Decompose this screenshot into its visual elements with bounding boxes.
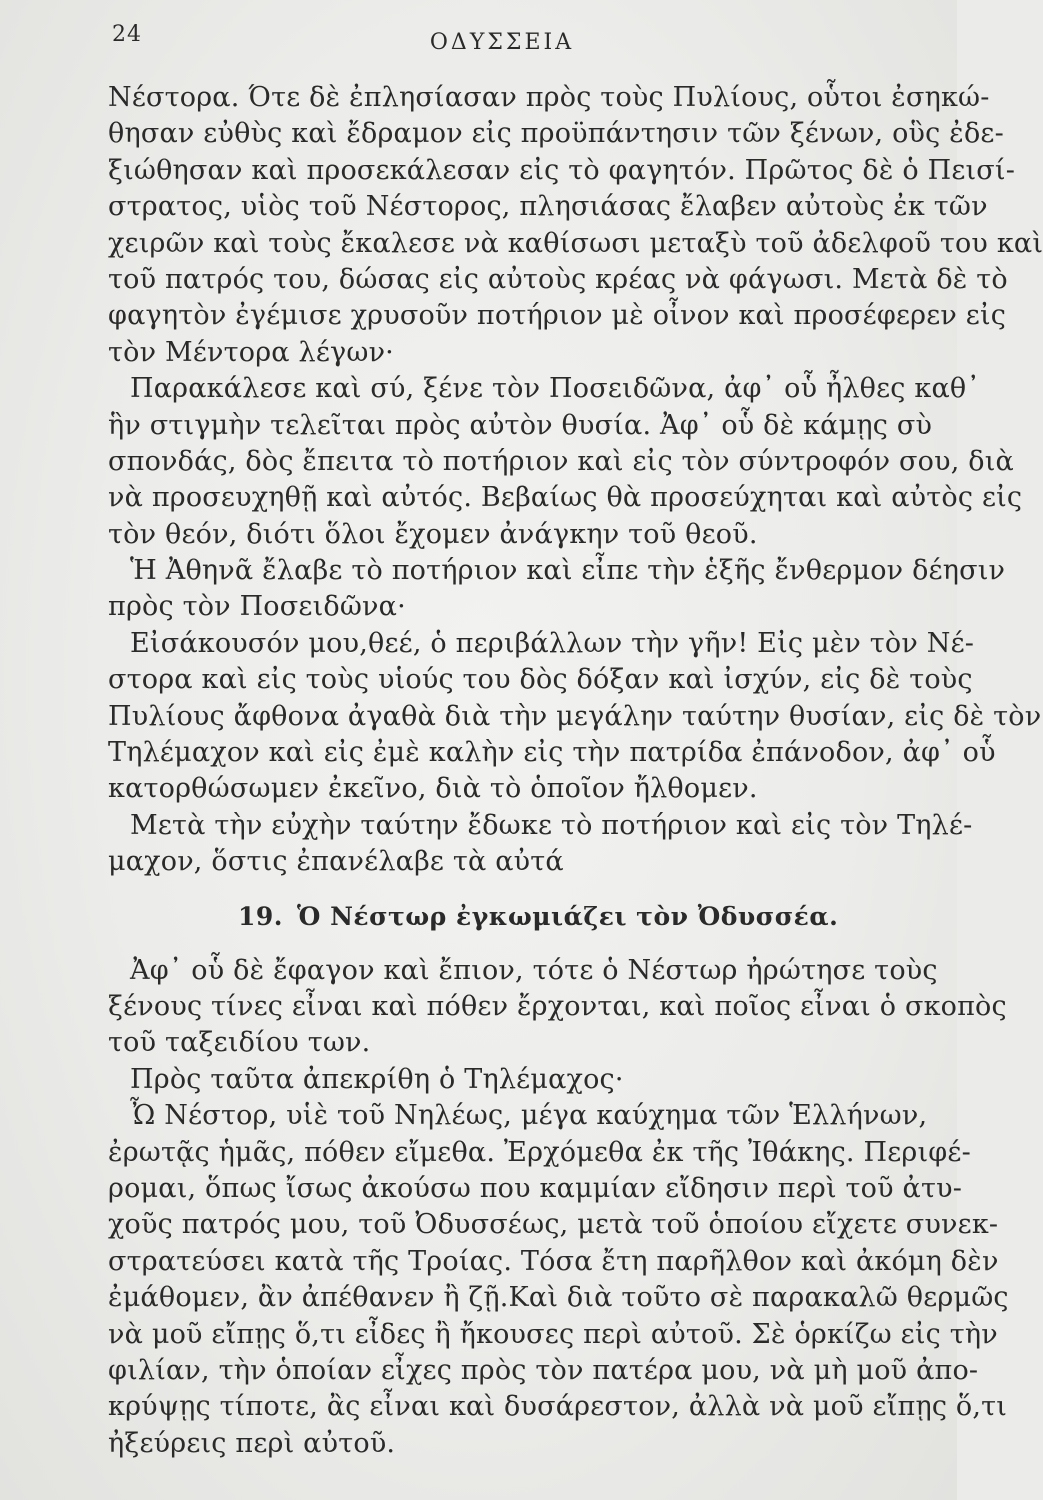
page-header [112, 22, 892, 62]
text-line: στρατος, υἱὸς τοῦ Νέστορος, πλησιάσας ἔλαβεν αὐτοὺς ἐκ τῶν [108, 191, 988, 223]
body-text [108, 80, 1043, 1462]
text-line: μαχον, ὅστις ἐπανέλαβε τὰ αὐτά [108, 846, 564, 878]
section-title: Ὁ Νέστωρ ἐγκωμιάζει τὸν Ὀδυσσέα. [297, 901, 839, 931]
paragraph [108, 371, 1023, 553]
page-number: 24 [112, 22, 142, 47]
running-title: ΟΔΥΣΣΕΙΑ [429, 30, 575, 55]
text-line: τὸν θεόν, διότι ὅλοι ἔχομεν ἀνάγκην τοῦ θεοῦ. [108, 518, 758, 550]
paragraph [108, 1098, 1009, 1462]
paragraph [108, 626, 1042, 808]
text-line: ρομαι, ὅπως ἴσως ἀκούσω που καμμίαν εἴδησιν περὶ τοῦ ἀτυ- [108, 1172, 963, 1204]
text-line: χειρῶν καὶ τοὺς ἔκαλεσε νὰ καθίσωσι μεταξὺ τοῦ ἀδελφοῦ του καὶ [108, 227, 1043, 259]
text-line: Ἀφ᾽ οὗ δὲ ἔφαγον καὶ ἔπιον, τότε ὁ Νέστωρ ἠρώτησε τοὺς [130, 954, 938, 986]
paragraph [108, 80, 1043, 371]
text-line: Μετὰ τὴν εὐχὴν ταύτην ἔδωκε τὸ ποτήριον καὶ εἰς τὸν Τηλέ- [130, 809, 973, 841]
text-line: Νέστορα. Ότε δὲ ἐπλησίασαν πρὸς τοὺς Πυλίους, οὗτοι ἐσηκώ- [108, 82, 990, 113]
text-line: Εἰσάκουσόν μου,θεέ, ὁ περιβάλλων τὴν γῆν! Εἰς μὲν τὸν Νέ- [130, 627, 975, 659]
text-line: Παρακάλεσε καὶ σύ, ξένε τὸν Ποσειδῶνα, ἀφ᾽ οὗ ἦλθες καθ᾽ [130, 373, 981, 405]
section-number: 19. [238, 901, 283, 931]
text-line: νὰ προσευχηθῇ καὶ αὐτός. Βεβαίως θὰ προσεύχηται καὶ αὐτὸς εἰς [108, 482, 1023, 514]
text-line: τοῦ πατρός του, δώσας εἰς αὐτοὺς κρέας νὰ φάγωσι. Μετὰ δὲ τὸ [108, 263, 1008, 295]
text-line: ἣν στιγμὴν τελεῖται πρὸς αὐτὸν θυσία. Ἀφ᾽ οὗ δὲ κάμῃς σὺ [108, 409, 933, 441]
text-line: τοῦ ταξειδίου των. [108, 1027, 371, 1059]
text-line: Ἡ Ἀθηνᾶ ἔλαβε τὸ ποτήριον καὶ εἶπε τὴν ἑξῆς ἔνθερμον δέησιν [130, 555, 1006, 587]
text-line: θησαν εὐθὺς καὶ ἔδραμον εἰς προϋπάντησιν τῶν ξένων, οὓς ἐδε- [108, 118, 1004, 150]
text-line: στορα καὶ εἰς τοὺς υἱούς του δὸς δόξαν καὶ ἰσχύν, εἰς δὲ τοὺς [108, 664, 973, 696]
paragraph [108, 553, 1006, 626]
text-line: πρὸς τὸν Ποσειδῶνα· [108, 591, 406, 623]
text-line: Πυλίους ἄφθονα ἀγαθὰ διὰ τὴν μεγάλην ταύτην θυσίαν, εἰς δὲ τὸν [108, 700, 1042, 732]
paragraph [108, 1062, 940, 1098]
text-line: κατορθώσωμεν ἐκεῖνο, διὰ τὸ ὁποῖον ἤλθομεν. [108, 773, 758, 805]
text-line: φιλίαν, τὴν ὁποίαν εἶχες πρὸς τὸν πατέρα μου, νὰ μὴ μοῦ ἀπο- [108, 1354, 979, 1386]
paragraph [108, 953, 1007, 1062]
text-line: ξιώθησαν καὶ προσεκάλεσαν εἰς τὸ φαγητόν. Πρῶτος δὲ ὁ Πεισί- [108, 154, 1016, 186]
text-line: κρύψῃς τίποτε, ἂς εἶναι καὶ δυσάρεστον, ἀλλὰ νὰ μοῦ εἴπῃς ὅ,τι [108, 1391, 1008, 1423]
text-line: Τηλέμαχον καὶ εἰς ἐμὲ καλὴν εἰς τὴν πατρίδα ἐπάνοδον, ἀφ᾽ οὗ [108, 737, 996, 769]
text-line: ἐμάθομεν, ἂν ἀπέθανεν ἢ ζῇ.Καὶ διὰ τοῦτο σὲ παρακαλῶ θερμῶς [108, 1282, 1009, 1314]
text-line: ἠξεύρεις περὶ αὐτοῦ. [108, 1427, 396, 1459]
text-line: χοῦς πατρός μου, τοῦ Ὀδυσσέως, μετὰ τοῦ ὁποίου εἴχετε συνεκ- [108, 1209, 999, 1241]
text-line: τὸν Μέντορα λέγων· [108, 336, 394, 368]
text-line: ξένους τίνες εἶναι καὶ πόθεν ἔρχονται, καὶ ποῖος εἶναι ὁ σκοπὸς [108, 990, 1007, 1022]
text-line: φαγητὸν ἐγέμισε χρυσοῦν ποτήριον μὲ οἶνον καὶ προσέφερεν εἰς [108, 300, 1007, 332]
text-line: Πρὸς ταῦτα ἀπεκρίθη ὁ Τηλέμαχος· [130, 1063, 624, 1095]
text-line: νὰ μοῦ εἴπῃς ὅ,τι εἶδες ἢ ἤκουσες περὶ αὐτοῦ. Σὲ ὁρκίζω εἰς τὴν [108, 1318, 998, 1350]
text-line: ἐρωτᾷς ἡμᾶς, πόθεν εἴμεθα. Ἐρχόμεθα ἐκ τῆς Ἰθάκης. Περιφέ- [108, 1136, 971, 1168]
text-line: στρατεύσει κατὰ τῆς Τροίας. Τόσα ἔτη παρῆλθον καὶ ἀκόμη δὲν [108, 1245, 999, 1277]
text-line: Ὦ Νέστορ, υἱὲ τοῦ Νηλέως, μέγα καύχημα τῶν Ἑλλήνων, [130, 1100, 928, 1132]
section-heading [108, 881, 940, 953]
text-line: σπονδάς, δὸς ἔπειτα τὸ ποτήριον καὶ εἰς τὸν σύντροφόν σου, διὰ [108, 445, 1014, 477]
paragraph [108, 808, 973, 881]
